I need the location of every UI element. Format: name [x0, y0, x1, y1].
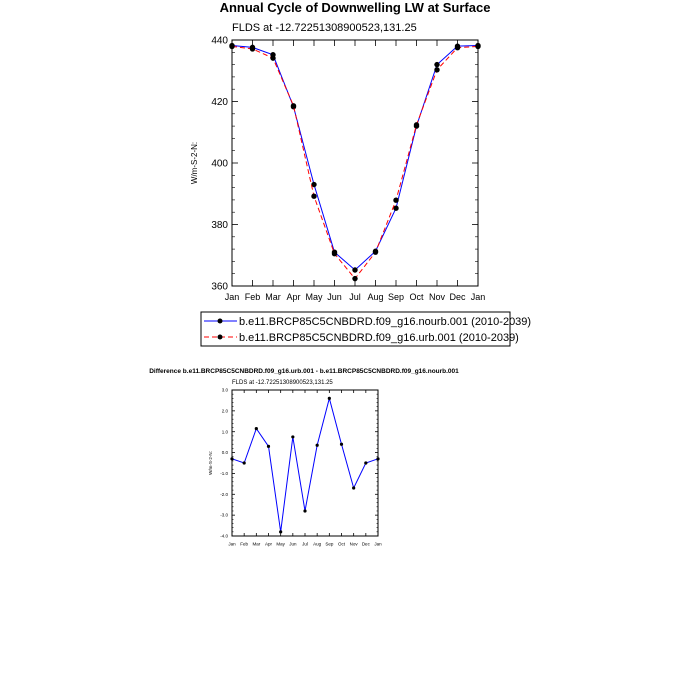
legend-marker-2	[218, 335, 223, 340]
x-tick-label: Nov	[349, 541, 358, 547]
x-tick-label: Dec	[449, 292, 466, 302]
series-2-point	[393, 198, 398, 203]
series-1-point	[243, 461, 246, 464]
y-tick-label: -3.0	[220, 512, 228, 518]
y-tick-label: 3.0	[221, 387, 228, 393]
series-2-point	[352, 276, 357, 281]
legend-label-2: b.e11.BRCP85C5CNBDRD.f09_g16.urb.001 (2010-2039)	[239, 332, 519, 344]
series-2-point	[455, 45, 460, 50]
legend-label-1: b.e11.BRCP85C5CNBDRD.f09_g16.nourb.001 (2010-2039)	[239, 316, 532, 328]
y-tick-label: 1.0	[221, 429, 228, 435]
series-1-point	[434, 62, 439, 67]
y-axis-label: W/m-S-2-N:	[208, 451, 213, 475]
x-tick-label: Nov	[428, 292, 446, 302]
x-tick-label: Feb	[244, 292, 261, 302]
legend-marker-1	[218, 319, 223, 324]
y-tick-label: -1.0	[220, 471, 228, 477]
x-tick-label: Jan	[374, 541, 382, 547]
series-1-point	[364, 461, 367, 464]
y-tick-label: -2.0	[220, 491, 228, 497]
x-tick-label: Jun	[327, 292, 342, 302]
x-tick-label: Mar	[265, 292, 281, 302]
x-tick-label: Sep	[325, 541, 334, 547]
series-1-point	[255, 427, 258, 430]
x-tick-label: Oct	[409, 292, 424, 302]
series-1-point	[376, 457, 379, 460]
x-tick-label: May	[276, 541, 285, 547]
chart-subtitle: FLDS at -12.72251308900523,131.25	[232, 380, 333, 386]
plot-frame	[232, 40, 478, 286]
x-tick-label: Apr	[286, 292, 301, 302]
series-1-point	[267, 445, 270, 448]
series-2-point	[270, 55, 275, 60]
x-tick-label: May	[305, 292, 323, 302]
series-line-2	[232, 46, 478, 278]
series-1-point	[352, 267, 357, 272]
x-tick-label: Jan	[224, 292, 240, 302]
x-tick-label: Jul	[349, 292, 361, 302]
chart-2	[149, 368, 459, 547]
series-1-point	[352, 486, 355, 489]
y-tick-label: 380	[211, 220, 228, 231]
series-2-point	[332, 251, 337, 256]
x-tick-label: Apr	[264, 541, 273, 547]
chart-title: Annual Cycle of Downwelling LW at Surface	[219, 0, 491, 15]
y-tick-label: 420	[211, 97, 228, 108]
x-tick-label: Sep	[387, 292, 405, 302]
series-1-point	[303, 509, 306, 512]
x-tick-label: Jan	[470, 292, 486, 302]
x-tick-label: Aug	[367, 292, 384, 302]
series-1-point	[340, 443, 343, 446]
x-tick-label: Oct	[337, 541, 346, 547]
y-tick-label: 440	[211, 35, 228, 47]
plot-frame	[232, 390, 378, 536]
series-1-point	[291, 435, 294, 438]
x-tick-label: Feb	[240, 541, 249, 547]
series-1-point	[316, 444, 319, 447]
series-2-point	[475, 44, 480, 49]
series-2-point	[373, 249, 378, 254]
chart-title: Difference b.e11.BRCP85C5CNBDRD.f09_g16.urb.001 - b.e11.BRCP85C5CNBDRD.f09_g16.nourb.001	[149, 368, 459, 375]
y-tick-label: -4.0	[220, 533, 228, 539]
series-2-point	[291, 103, 296, 108]
series-1-point	[230, 457, 233, 460]
y-tick-label: 360	[211, 281, 228, 293]
series-2-point	[434, 67, 439, 72]
chart-subtitle: FLDS at -12.72251308900523,131.25	[232, 22, 417, 34]
y-tick-label: 400	[211, 158, 228, 170]
y-tick-label: 2.0	[221, 408, 228, 414]
x-tick-label: Aug	[313, 541, 322, 547]
y-tick-label: 0.0	[221, 450, 228, 456]
series-line-1	[232, 46, 478, 270]
series-2-point	[414, 122, 419, 127]
x-tick-label: Dec	[361, 541, 370, 547]
series-2-point	[311, 194, 316, 199]
chart-1	[190, 0, 531, 346]
x-tick-label: Mar	[252, 541, 261, 547]
series-1-point	[279, 530, 282, 533]
series-2-point	[229, 44, 234, 49]
series-1-point	[328, 397, 331, 400]
y-axis-label: W/m-S-2-N:	[190, 141, 199, 185]
x-tick-label: Jan	[228, 541, 236, 547]
x-tick-label: Jun	[289, 541, 297, 547]
x-tick-label: Jul	[302, 541, 308, 547]
series-2-point	[250, 46, 255, 51]
